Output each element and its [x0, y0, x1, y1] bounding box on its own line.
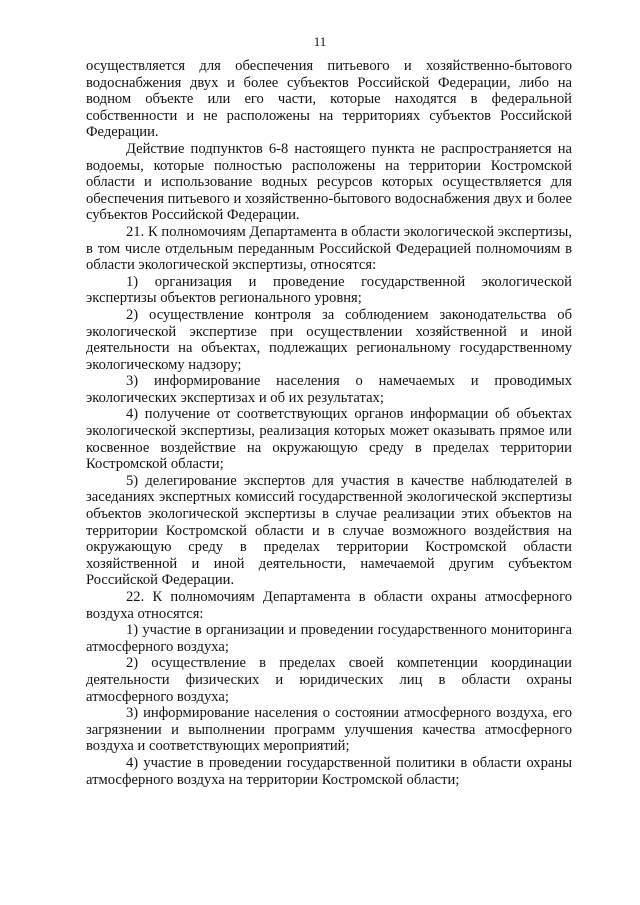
paragraph-21-subitem-4: 4) получение от соответствующих органов информации об объектах экологической экспертизы, реализация которых может оказывать прямое или косвенное воздействие на окружающую среду в пределах территории Костромской области; — [86, 406, 572, 473]
page-number: 11 — [313, 34, 327, 49]
paragraph-continuation: осуществляется для обеспечения питьевого и хозяйственно-бытового водоснабжения двух и более субъектов Российской Федерации, либо на водном объекте или его части, которые находятся в федеральной собственности и не расположены на территориях субъектов Российской Федерации. — [86, 58, 572, 141]
paragraph-22-subitem-3: 3) информирование населения о состоянии атмосферного воздуха, его загрязнении и выполнении программ улучшения качества атмосферного воздуха и соответствующих мероприятий; — [86, 705, 572, 755]
paragraph-21-subitem-5: 5) делегирование экспертов для участия в качестве наблюдателей в заседаниях экспертных комиссий государственной экологической экспертизы объектов экологической экспертизы в случае реализации этих объектов на территории Костромской области и в случае возможного воздействия на окружающую среду в пределах территории Костромской области хозяйственной и иной деятельности, намечаемой другим субъектом Российской Федерации. — [86, 472, 572, 589]
paragraph-22-subitem-1: 1) участие в организации и проведении государственного мониторинга атмосферного воздуха; — [86, 622, 572, 655]
paragraph-exception-note: Действие подпунктов 6-8 настоящего пункта не распространяется на водоемы, которые полностью расположены на территории Костромской области и использование водных ресурсов которых осуществляется для обеспечения питьевого и хозяйственно-бытового водоснабжения двух и более субъектов Российской Федерации. — [86, 140, 572, 224]
document-body — [86, 58, 572, 788]
paragraph-22-subitem-4: 4) участие в проведении государственной политики в области охраны атмосферного воздуха на территории Костромской области; — [86, 754, 572, 788]
paragraph-item-22: 22. К полномочиям Департамента в области охраны атмосферного воздуха относятся: — [86, 589, 572, 622]
paragraph-item-21: 21. К полномочиям Департамента в области экологической экспертизы, в том числе отдельным переданным Российской Федерацией полномочиям в области экологической экспертизы, относятся: — [86, 223, 572, 274]
paragraph-22-subitem-2: 2) осуществление в пределах своей компетенции координации деятельности физических и юридических лиц в области охраны атмосферного воздуха; — [86, 655, 572, 705]
paragraph-21-subitem-2: 2) осуществление контроля за соблюдением законодательства об экологической экспертизе при осуществлении хозяйственной и иной деятельности на объектах, подлежащих региональному государственному экологическому надзору; — [86, 306, 572, 373]
paragraph-21-subitem-3: 3) информирование населения о намечаемых и проводимых экологических экспертизах и об их результатах; — [86, 373, 572, 406]
paragraph-21-subitem-1: 1) организация и проведение государственной экологической экспертизы объектов регионального уровня; — [86, 273, 572, 307]
